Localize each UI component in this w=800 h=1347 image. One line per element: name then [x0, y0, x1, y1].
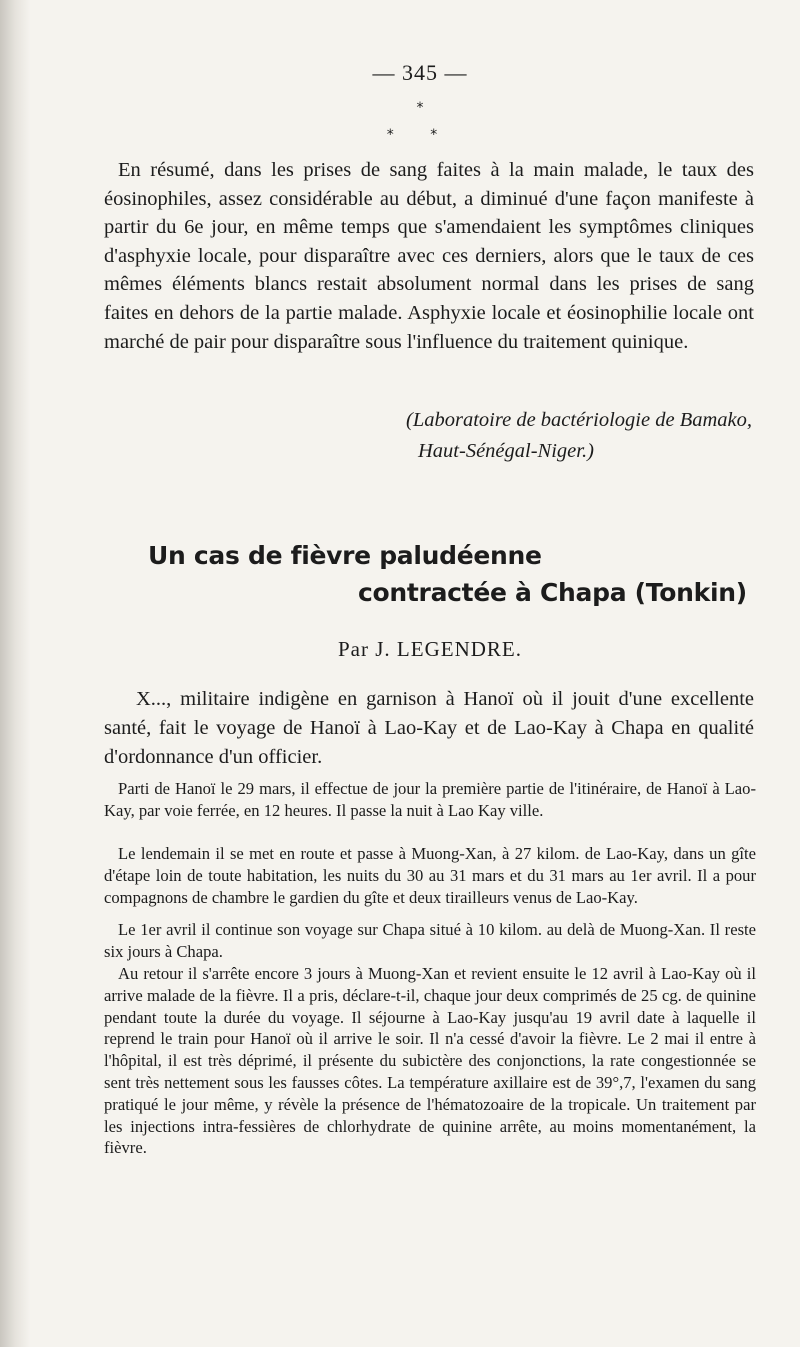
article-title-line-2: contractée à Chapa (Tonkin)	[358, 578, 747, 607]
separator-stars-bottom: * *	[386, 127, 454, 143]
summary-paragraph: En résumé, dans les prises de sang faites à la main malade, le taux des éosinophiles, assez considérable au début, a diminué d'une façon manifeste à partir du 6e jour, en même temps que s'amendaient les symptômes cliniques d'asphyxie locale, pour disparaître avec ces derniers, alors que le taux de ces mêmes éléments blancs restait absolument normal dans les prises de sang faites en dehors de la partie malade. Asphyxie locale et éosinophilie locale ont marché de pair pour disparaître sous l'influence du traitement quinique.	[104, 159, 754, 353]
binding-shadow	[0, 0, 30, 1347]
separator-star-top: *	[416, 100, 424, 116]
article-byline: Par J. LEGENDRE.	[338, 637, 522, 661]
article-paragraph: Au retour il s'arrête encore 3 jours à Muong-Xan et revient ensuite le 12 avril à Lao-Kay où il arrive malade de la fièvre. Il a pris, déclare-t-il, chaque jour deux comprimés de 25 cg. de quinine pendant toute la durée du voyage. Il séjourne à Lao-Kay jusqu'au 19 avril date à laquelle il reprend le train pour Hanoï où il arrive le soir. Il n'a cessé d'avoir la fièvre. Le 2 mai il entre à l'hôpital, il est très déprimé, il présente du subictère des conjonctions, la rate congestionnée se sent très nettement sous les fausses côtes. La température axillaire est de 39°,7, l'examen du sang pratiqué le jour même, y révèle la présence de l'hématozoaire de la tropicale. Un traitement par les injections intra-fessières de chlorhydrate de quinine arrête, au moins momentanément, la fièvre.	[104, 964, 756, 1158]
article-paragraph: Le 1er avril il continue son voyage sur Chapa situé à 10 kilom. au delà de Muong-Xan. Il reste six jours à Chapa.	[104, 920, 756, 961]
article-intro-paragraph: X..., militaire indigène en garnison à Hanoï où il jouit d'une excellente santé, fait le voyage de Hanoï à Lao-Kay et de Lao-Kay à Chapa en qualité d'ordonnance d'un officier.	[104, 688, 754, 768]
article-paragraph: Parti de Hanoï le 29 mars, il effectue de jour la première partie de l'itinéraire, de Hanoï à Lao-Kay, par voie ferrée, en 12 heures. Il passe la nuit à Lao Kay ville.	[104, 779, 756, 820]
article-paragraph: Le lendemain il se met en route et passe à Muong-Xan, à 27 kilom. de Lao-Kay, dans un gîte d'étape loin de toute habitation, les nuits du 30 au 31 mars et du 31 mars au 1er avril. Il a pour compagnons de chambre le gardien du gîte et deux tirailleurs venus de Lao-Kay.	[104, 844, 756, 907]
attribution-line-2: Haut-Sénégal-Niger.)	[418, 440, 594, 462]
page-number: — 345 —	[372, 60, 468, 85]
attribution-line-1: (Laboratoire de bactériologie de Bamako,	[406, 409, 752, 431]
article-title-line-1: Un cas de fièvre paludéenne	[148, 541, 542, 570]
